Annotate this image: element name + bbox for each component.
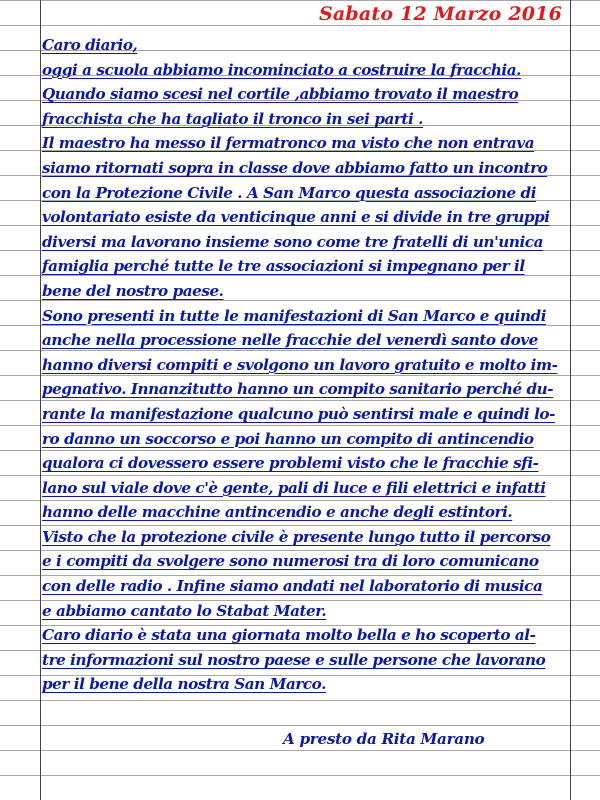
- ruled-line: [0, 725, 600, 726]
- letter-line: fracchista che ha tagliato il tronco in sei parti .: [42, 109, 423, 128]
- letter-line: volontariato esiste da venticinque anni e si divide in tre gruppi: [42, 208, 550, 227]
- letter-line: con la Protezione Civile . A San Marco questa associazione di: [42, 183, 537, 202]
- letter-line: Sono presenti in tutte le manifestazioni di San Marco e quindi: [42, 306, 547, 325]
- letter-line: con delle radio . Infine siamo andati nel laboratorio di musica: [42, 577, 543, 596]
- letter-line: rante la manifestazione qualcuno può sentirsi male e quindi lo-: [42, 404, 555, 423]
- letter-line: diversi ma lavorano insieme sono come tre fratelli di un'unica: [42, 232, 543, 251]
- letter-line: siamo ritornati sopra in classe dove abbiamo fatto un incontro: [42, 158, 548, 177]
- ruled-line: [0, 750, 600, 751]
- ruled-line: [0, 775, 600, 776]
- letter-line: bene del nostro paese.: [42, 281, 224, 300]
- ruled-line: [0, 25, 600, 26]
- letter-date: Sabato 12 Marzo 2016: [318, 3, 562, 25]
- left-margin-line: [40, 0, 41, 800]
- letter-line: e i compiti da svolgere sono numerosi tra di loro comunicano: [42, 552, 539, 571]
- letter-line: Visto che la protezione civile è presente lungo tutto il percorso: [42, 527, 551, 546]
- letter-line: ro danno un soccorso e poi hanno un compito di antincendio: [42, 429, 534, 448]
- letter-line: Caro diario,: [42, 36, 138, 54]
- letter-line: famiglia perché tutte le tre associazioni si impegnano per il: [42, 257, 525, 276]
- letter-line: e abbiamo cantato lo Stabat Mater.: [42, 601, 327, 620]
- letter-line: Quando siamo scesi nel cortile ,abbiamo trovato il maestro: [42, 85, 519, 104]
- signature: A presto da Rita Marano: [283, 730, 485, 748]
- letter-line: lano sul viale dove c'è gente, pali di luce e fili elettrici e infatti: [42, 478, 546, 497]
- ruled-line: [0, 0, 600, 1]
- letter-line: Il maestro ha messo il fermatronco ma visto che non entrava: [42, 134, 535, 153]
- letter-line: hanno diversi compiti e svolgono un lavoro gratuito e molto im-: [42, 355, 558, 374]
- letter-line: qualora ci dovessero essere problemi visto che le fracchie sfi-: [42, 454, 539, 473]
- letter-line: oggi a scuola abbiamo incominciato a costruire la fracchia.: [42, 60, 521, 79]
- letter-line: hanno delle macchine antincendio e anche degli estintori.: [42, 503, 513, 522]
- letter-line: tre informazioni sul nostro paese e sulle persone che lavorano: [42, 650, 546, 669]
- letter-line: anche nella processione nelle fracchie del venerdì santo dove: [42, 331, 538, 350]
- letter-body: [42, 33, 582, 697]
- ruled-line: [0, 700, 600, 701]
- letter-line: per il bene della nostra San Marco.: [42, 675, 326, 694]
- letter-line: pegnativo. Innanzitutto hanno un compito sanitario perché du-: [42, 380, 554, 399]
- letter-line: Caro diario è stata una giornata molto bella e ho scoperto al-: [42, 626, 536, 645]
